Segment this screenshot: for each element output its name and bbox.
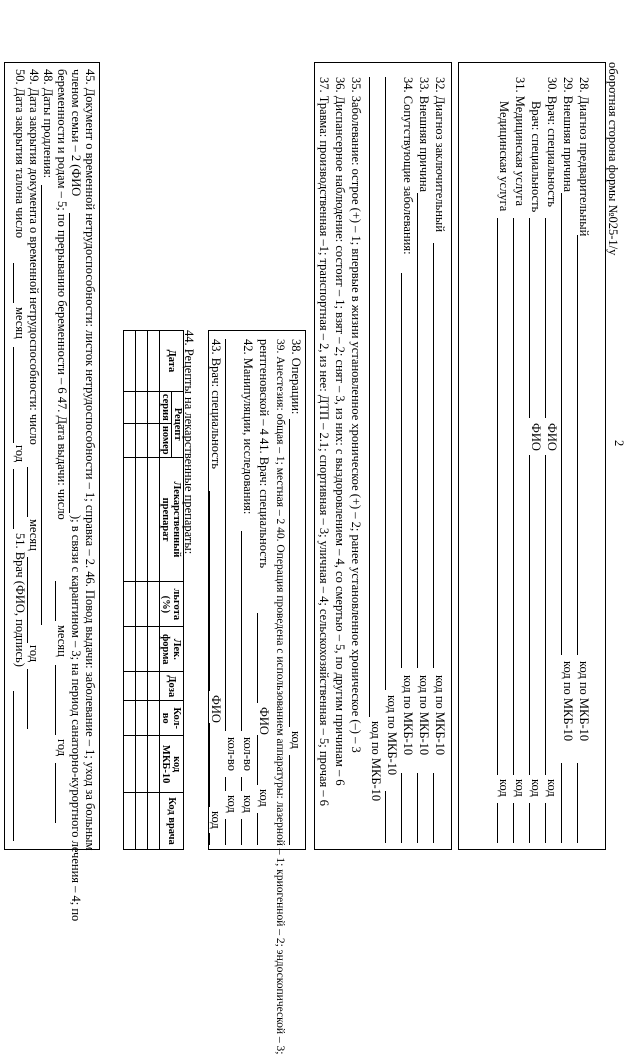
cell-number[interactable] xyxy=(124,423,136,457)
cell-icd[interactable] xyxy=(136,736,148,793)
field-39-text: 39. Анестезия: общая – 1; местная – 2 40. Операция проведена с использованием аппаратуры: лазерной – 1; криогенной – 2; эндоскопической – 3; xyxy=(274,339,286,1054)
field-42b-code-line[interactable] xyxy=(225,819,226,845)
field-30-specialty-line[interactable] xyxy=(545,218,546,418)
cell-dose[interactable] xyxy=(136,672,148,701)
field-34c-line[interactable] xyxy=(369,77,370,717)
cell-number[interactable] xyxy=(148,423,160,457)
field-41-specialty-line[interactable] xyxy=(257,613,258,703)
field-42-qty-label: кол-во xyxy=(241,737,255,771)
cell-series[interactable] xyxy=(124,391,136,423)
section-final-diagnosis xyxy=(314,62,452,850)
field-50-year-line[interactable] xyxy=(13,469,14,529)
field-47-day-line[interactable] xyxy=(55,581,56,621)
field-33-line[interactable] xyxy=(417,193,418,668)
section-operations xyxy=(208,330,306,1054)
cell-doctor[interactable] xyxy=(124,793,136,850)
field-49-day-line[interactable] xyxy=(27,467,28,517)
field-42-code-line[interactable] xyxy=(241,819,242,845)
field-28-code-label: код по МКБ-10 xyxy=(577,661,591,742)
field-47-month-line[interactable] xyxy=(55,665,56,735)
field-45-text: 45. Документ о временной нетрудоспособности: листок нетрудоспособности – 1; справка – 2. 46. Повод выдачи: заболевание – 1; уход за больным xyxy=(83,69,97,851)
field-42b-qty-line[interactable] xyxy=(225,777,226,791)
header-drug: Лекарственный препарат xyxy=(160,457,184,582)
page-number: 2 xyxy=(612,440,626,447)
table-row xyxy=(148,331,160,850)
cell-date[interactable] xyxy=(136,331,148,392)
header-series: серия xyxy=(160,391,172,423)
field-32-label: 32. Диагноз заключительный xyxy=(433,77,447,233)
cell-benefit[interactable] xyxy=(136,582,148,627)
field-50-month-label: месяц xyxy=(13,307,27,339)
cell-dose[interactable] xyxy=(124,672,136,701)
field-41-code-label: код xyxy=(257,789,271,807)
field-31b-code-label: код xyxy=(497,779,511,797)
field-28-label: 28. Диагноз предварительный xyxy=(577,77,591,237)
cell-drug[interactable] xyxy=(148,457,160,582)
field-29-code-label: код по МКБ-10 xyxy=(561,661,575,742)
cell-drug[interactable] xyxy=(124,457,136,582)
field-50-month-line[interactable] xyxy=(13,347,14,443)
field-49-year-label: год xyxy=(27,645,41,663)
field-47-month-label: месяц xyxy=(55,625,69,657)
field-41-fio-label: ФИО xyxy=(257,707,271,735)
field-33-label: 33. Внешняя причина xyxy=(417,77,431,193)
field-30-code-label: код xyxy=(545,779,559,797)
cell-drug[interactable] xyxy=(136,457,148,582)
field-30-fio-label: ФИО xyxy=(545,423,559,451)
header-number: номер xyxy=(160,423,172,457)
field-28-code-line[interactable] xyxy=(577,763,578,843)
field-51-line[interactable] xyxy=(13,691,14,841)
field-31-code-line[interactable] xyxy=(513,803,514,843)
field-43-specialty-line[interactable] xyxy=(209,491,210,691)
cell-series[interactable] xyxy=(136,391,148,423)
field-43-fio-label: ФИО xyxy=(209,695,223,723)
header-form: Лек. форма xyxy=(160,627,184,672)
field-37-text: 37. Травма: производственная –1; транспортная – 2, из нее: ДТП – 2.1; спортивная – 3; уличная – 4; сельскохозяйственная – 5; прочая – 6 xyxy=(317,77,331,807)
field-42-label: 42. Манипуляции, исследования: xyxy=(241,339,255,515)
table-row xyxy=(136,331,148,850)
field-49-year-line[interactable] xyxy=(27,669,28,729)
field-43-code-label: код xyxy=(209,811,223,829)
field-29-label: 29. Внешняя причина xyxy=(561,77,575,193)
field-31-label: 31. Медицинская услуга xyxy=(513,77,527,207)
field-49-month-label: месяц xyxy=(27,519,41,551)
field-51-label: 51. Врач (ФИО, подпись) xyxy=(13,533,27,667)
header-benefit: льгота (%) xyxy=(160,582,184,627)
field-31b-line[interactable] xyxy=(497,218,498,775)
field-50-day-line[interactable] xyxy=(13,263,14,303)
field-32-code-label: код по МКБ-10 xyxy=(433,675,447,756)
cell-benefit[interactable] xyxy=(124,582,136,627)
header-recipe: Рецепт xyxy=(172,391,184,457)
cell-date[interactable] xyxy=(148,331,160,392)
prescriptions-table xyxy=(123,330,184,850)
field-30-fio-line[interactable] xyxy=(545,455,546,775)
cell-dose[interactable] xyxy=(148,672,160,701)
cell-date[interactable] xyxy=(124,331,136,392)
field-30-label: 30. Врач: специальность xyxy=(545,77,559,207)
cell-qty[interactable] xyxy=(136,701,148,736)
field-30b-specialty-line[interactable] xyxy=(529,218,530,418)
form-caption: оборотная сторона формы №025-1/у xyxy=(606,62,620,256)
field-42-code-label: код xyxy=(241,795,255,813)
section-preliminary-diagnosis xyxy=(458,62,606,850)
field-32-line[interactable] xyxy=(433,243,434,668)
cell-number[interactable] xyxy=(136,423,148,457)
field-48-line[interactable] xyxy=(41,185,42,625)
field-34c-code-label: код по МКБ-10 xyxy=(369,721,383,802)
field-31b-label: Медицинская услуга xyxy=(497,101,511,212)
field-31b-code-line[interactable] xyxy=(497,803,498,843)
field-43-code-line[interactable] xyxy=(209,833,210,845)
field-47-year-label: год xyxy=(55,739,69,757)
field-48-label: 48. Даты продления: xyxy=(41,69,55,179)
field-49-label: 49. Дата закрытия документа о временной нетрудоспособности: число xyxy=(27,69,41,445)
field-30b-code-line[interactable] xyxy=(529,803,530,843)
field-34-code-label: код по МКБ-10 xyxy=(401,675,415,756)
field-46-fio-label: членом семьи – 2 (ФИО xyxy=(69,69,83,197)
field-42b-qty-label: кол-во xyxy=(225,737,239,771)
cell-qty[interactable] xyxy=(124,701,136,736)
cell-form[interactable] xyxy=(124,627,136,672)
field-43-fio-line[interactable] xyxy=(209,723,210,807)
field-32-code-line[interactable] xyxy=(433,773,434,843)
field-30b-fio-line[interactable] xyxy=(529,455,530,775)
field-38-label: 38. Операции: xyxy=(289,339,303,415)
cell-doctor[interactable] xyxy=(136,793,148,850)
cell-form[interactable] xyxy=(148,627,160,672)
header-qty: Кол-во xyxy=(160,701,184,736)
section-sick-leave xyxy=(4,62,100,922)
field-43-label: 43. Врач: специальность xyxy=(209,339,223,469)
cell-icd[interactable] xyxy=(124,736,136,793)
prescriptions-title: 44. Рецепты на лекарственные препараты: xyxy=(182,330,196,555)
field-38-code-line[interactable] xyxy=(289,755,290,845)
field-49-month-line[interactable] xyxy=(27,557,28,643)
field-29-line[interactable] xyxy=(561,193,562,655)
field-31-code-label: код xyxy=(513,779,527,797)
field-33-code-label: код по МКБ-10 xyxy=(417,675,431,756)
field-34b-code-label: код по МКБ-10 xyxy=(385,695,399,776)
field-34b-line[interactable] xyxy=(385,77,386,690)
field-50-year-label: год xyxy=(13,445,27,463)
field-30-code-line[interactable] xyxy=(545,803,546,843)
header-doctor: Код врача xyxy=(160,793,184,850)
field-34-code-line[interactable] xyxy=(401,773,402,843)
field-38-line[interactable] xyxy=(289,419,290,727)
field-42b-code-label: код xyxy=(225,795,239,813)
field-42-qty-line[interactable] xyxy=(241,777,242,791)
cell-form[interactable] xyxy=(136,627,148,672)
field-30b-code-label: код xyxy=(529,779,543,797)
cell-benefit[interactable] xyxy=(148,582,160,627)
field-41-code-line[interactable] xyxy=(257,813,258,845)
field-33-code-line[interactable] xyxy=(417,773,418,843)
field-34b-code-line[interactable] xyxy=(385,791,386,843)
field-42b-line[interactable] xyxy=(225,339,226,731)
cell-icd[interactable] xyxy=(148,736,160,793)
header-date: Дата xyxy=(160,331,184,392)
cell-series[interactable] xyxy=(148,391,160,423)
header-icd: код МКБ-10 xyxy=(160,736,184,793)
field-34-line[interactable] xyxy=(401,273,402,668)
field-36-text: 36. Диспансерное наблюдение: состоит – 1; взят – 2; снят – 3, из них: с выздоровлением – 4, со смертью – 5, по другим причинам – 6 xyxy=(333,77,347,786)
field-42-line[interactable] xyxy=(241,531,242,731)
field-41-label: рентгеновской – 4 41. Врач: специальность xyxy=(257,339,271,569)
cell-qty[interactable] xyxy=(148,701,160,736)
field-41-fio-line[interactable] xyxy=(257,735,258,785)
field-38-code-label: код xyxy=(289,731,303,749)
field-30b-fio-label: ФИО xyxy=(529,423,543,451)
field-50-label: 50. Дата закрытия талона число xyxy=(13,69,27,239)
field-35-text: 35. Заболевание: острое (+) – 1; впервые в жизни установленное хроническое (+) – 2; ранее установленное хроническое (–) – 3 xyxy=(349,77,363,753)
field-47-year-line[interactable] xyxy=(55,763,56,823)
field-30b-label: Врач: специальность xyxy=(529,101,543,213)
field-46-text: ); в связи с карантином – 3; на период санаторно-курортного лечения – 4; по xyxy=(69,515,83,922)
field-31-line[interactable] xyxy=(513,218,514,775)
field-47-label: беременности и родам – 5; по прерыванию беременности – 6 47. Дата выдачи: число xyxy=(55,69,69,520)
header-dose: Доза xyxy=(160,672,184,701)
field-28-line[interactable] xyxy=(577,235,578,655)
field-29-code-line[interactable] xyxy=(561,763,562,843)
field-34-label: 34. Сопутствующие заболевания: xyxy=(401,77,415,255)
cell-doctor[interactable] xyxy=(148,793,160,850)
field-46-fio-line[interactable] xyxy=(69,213,70,513)
table-row xyxy=(124,331,136,850)
